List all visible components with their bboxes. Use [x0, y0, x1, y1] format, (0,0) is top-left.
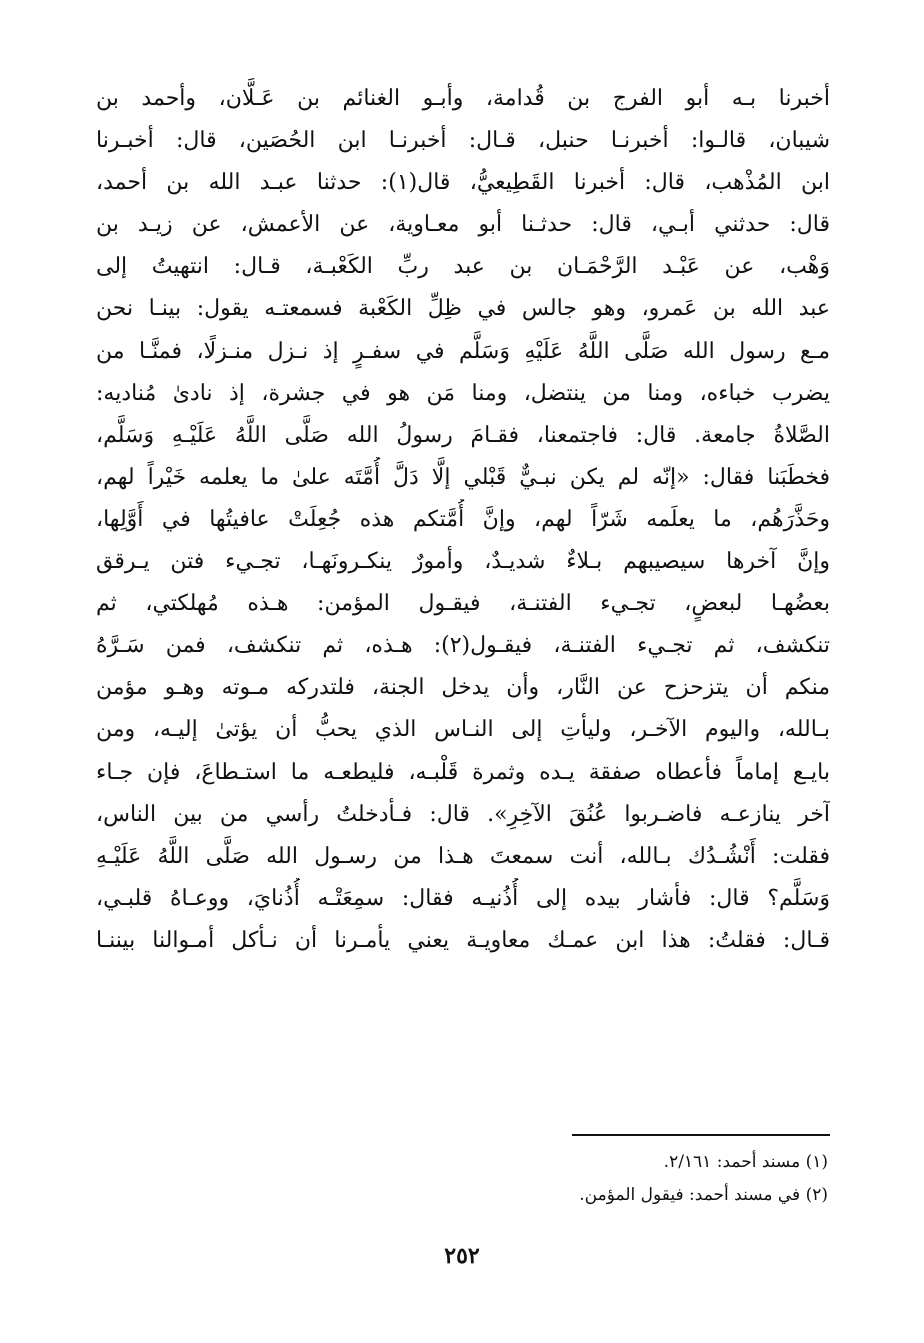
text-line: عبد الله بن عَمرو، وهو جالس في ظِلِّ الكَعْبة فسمعتـه يقول: بينـا نحن	[96, 296, 830, 322]
text-line: يضرب خباءه، ومنا من ينتضل، ومنا مَن هو في جشرة، إذ نادىٰ مُناديه:	[96, 380, 830, 406]
text-line: آخر ينازعـه فاضـربوا عُنُقَ الآخِرِ». قال: فـأدخلتُ رأسي من بين الناس،	[96, 801, 830, 827]
text-line: أخبرنا بـه أبو الفرج بن قُدامة، وأبـو الغنائم بن عَـلَّان، وأحمد بن	[96, 86, 830, 111]
text-line: وَهْب، عن عَبْـد الرَّحْمَـان بن عبد ربِّ الكَعْبـة، قـال: انتهيتُ إلى	[96, 254, 830, 280]
text-line: فخطَبَنا فقال: «إنّه لم يكن نبـيٌّ قَبْلي إلَّا دَلَّ أُمَّتَه علىٰ ما يعلمه خَيْراً لهم،	[96, 464, 830, 490]
text-line: وَسَلَّم؟ قال: فأشار بيده إلى أُذُنيـه فقال: سمِعَتْـه أُذُنايَ، ووعـاهُ قلبـي،	[96, 885, 830, 911]
text-line: مـع رسول الله صَلَّى اللَّهُ عَلَيْهِ وَسَلَّم في سفـرٍ إذ نـزل منـزلًا، فمنَّـا من	[96, 338, 830, 364]
footnote-divider	[572, 1134, 830, 1136]
text-line: بـالله، واليوم الآخـر، وليأتِ إلى النـاس الذي يحبُّ أن يؤتىٰ إليـه، ومن	[96, 717, 830, 743]
text-line: بعضُهـا لبعضٍ، تجـيء الفتنـة، فيقـول المؤمن: هـذه مُهلكتي، ثم	[96, 591, 830, 617]
text-line: ابن المُذْهب، قال: أخبرنا القَطِيعيُّ، قال(١): حدثنا عبـد الله بن أحمد،	[96, 170, 830, 196]
text-line: قال: حدثني أبـي، قال: حدثـنا أبو معـاوية، عن الأعمش، عن زيـد بن	[96, 212, 830, 238]
main-text	[96, 78, 830, 962]
text-line: وإنَّ آخرها سيصيبهم بـلاءٌ شديـدٌ، وأمورٌ ينكـرونَهـا، تجـيء فتن يـرقق	[96, 549, 830, 575]
text-line: الصَّلاةُ جامعة. قال: فاجتمعنا، فقـامَ رسولُ الله صَلَّى اللَّهُ عَلَيْـهِ وَسَلَّم،	[96, 422, 830, 448]
text-line: منكم أن يتزحزح عن النَّار، وأن يدخل الجنة، فلتدركه مـوته وهـو مؤمن	[96, 675, 830, 701]
text-line: شيبان، قالـوا: أخبرنـا حنبل، قـال: أخبرنـا ابن الحُصَين، قال: أخبـرنا	[96, 128, 830, 154]
text-line: تنكشف، ثم تجـيء الفتنـة، فيقـول(٢): هـذه، ثم تنكشف، فمن سَـرَّهُ	[96, 633, 830, 659]
text-line: قـال: فقلتُ: هذا ابن عمـك معاويـة يعني يأمـرنا أن نـأكل أمـوالنا بيننـا	[96, 927, 830, 953]
text-line: فقلت: أَنْشُـدُك بـالله، أنت سمعتَ هـذا من رسـول الله صَلَّى اللَّهُ عَلَيْـهِ	[96, 843, 830, 869]
footnote-2: (٢) في مسند أحمد: فيقول المؤمن.	[579, 1185, 828, 1205]
footnotes	[300, 1146, 828, 1212]
footnote-1: (١) مسند أحمد: ٢/١٦١.	[663, 1152, 828, 1172]
page-number: ٢٥٢	[444, 1243, 480, 1269]
text-line: وحَذَّرَهُم، ما يعلَمه شَرّاً لهم، وإنَّ أُمَّتكم هذه جُعِلَتْ عافيتُها في أَوَّلِها،	[96, 506, 830, 532]
text-line: بايـع إماماً فأعطاه صفقة يـده وثمرة قَلْبـه، فليطعـه ما استـطاعَ، فإن جـاء	[96, 759, 830, 785]
